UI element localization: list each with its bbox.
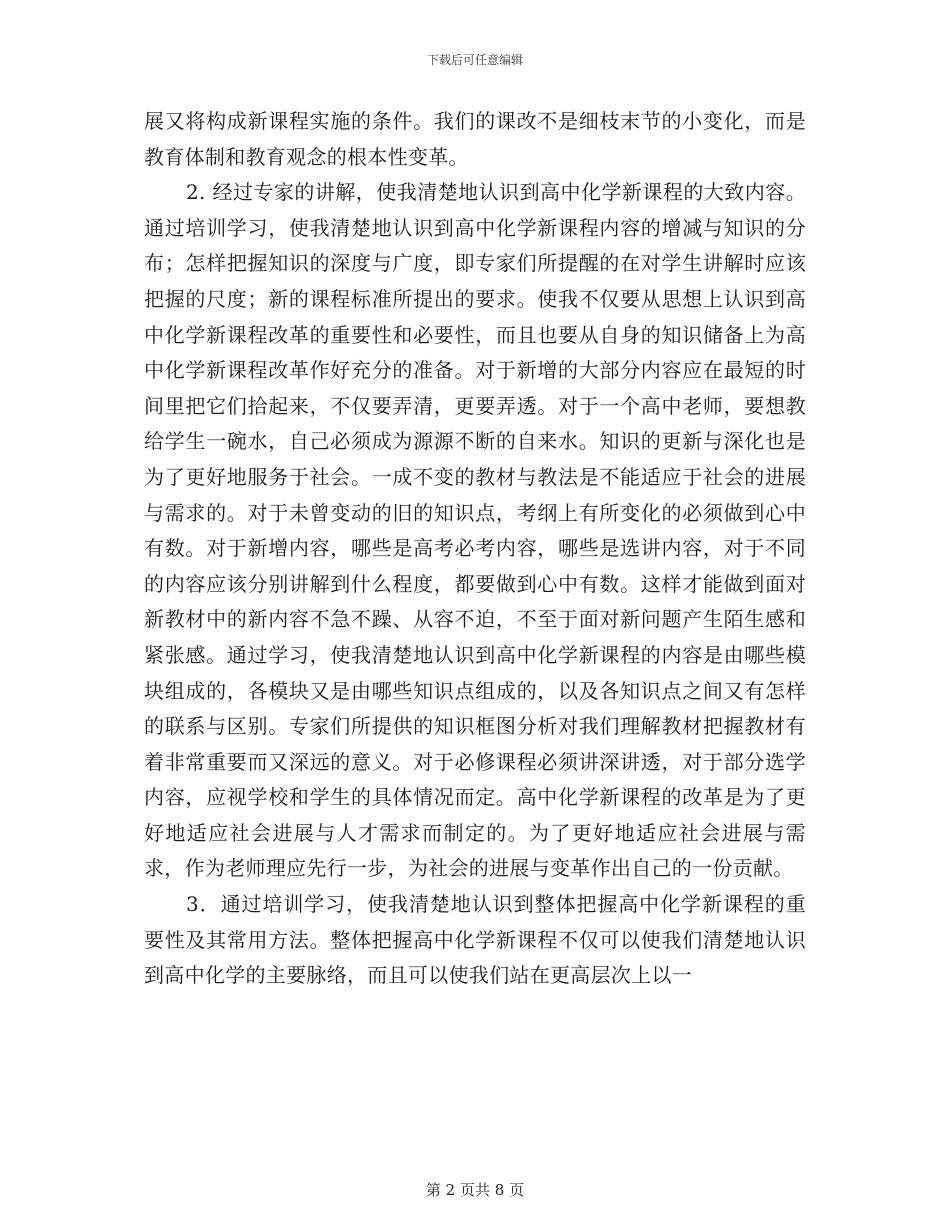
page-header: 下载后可任意编辑 [426, 53, 523, 67]
paragraph-point-2: 2. 经过专家的讲解，使我清楚地认识到高中化学新课程的大致内容。通过培训学习，使我清楚地认识到高中化学新课程内容的增减与知识的分布；怎样把握知识的深度与广度，即专家们所提醒的在对学生讲解时应该把握的尺度；新的课程标准所提出的要求。使我不仅要从思想上认识到高中化学新课程改革的重要性和必要性，而且也要从自身的知识储备上为高中化学新课程改革作好充分的准备。对于新增的大部分内容应在最短的时间里把它们拾起来，不仅要弄清，更要弄透。对于一个高中老师，要想教给学生一碗水，自己必须成为源源不断的自来水。知识的更新与深化也是为了更好地服务于社会。一成不变的教材与教法是不能适应于社会的进展与需求的。对于未曾变动的旧的知识点，考纲上有所变化的必须做到心中有数。对于新增内容，哪些是高考必考内容，哪些是选讲内容，对于不同的内容应该分别讲解到什么程度，都要做到心中有数。这样才能做到面对新教材中的新内容不急不躁、从容不迫，不至于面对新问题产生陌生感和紧张感。通过学习，使我清楚地认识到高中化学新课程的内容是由哪些模块组成的，各模块又是由哪些知识点组成的，以及各知识点之间又有怎样的联系与区别。专家们所提供的知识框图分析对我们理解教材把握教材有着非常重要而又深远的意义。对于必修课程必须讲深讲透，对于部分选学内容，应视学校和学生的具体情况而定。高中化学新课程的改革是为了更好地适应社会进展与人才需求而制定的。为了更好地适应社会进展与需求，作为老师理应先行一步，为社会的进展与变革作出自己的一份贡献。 [144, 180, 806, 881]
paragraph-point-3: 3．通过培训学习，使我清楚地认识到整体把握高中化学新课程的重要性及其常用方法。整体把握高中化学新课程不仅可以使我们清楚地认识到高中化学的主要脉络，而且可以使我们站在更高层次上以一 [144, 892, 806, 988]
page-number: 第 2 页共 8 页 [425, 1181, 525, 1199]
paragraph-continuation: 展又将构成新课程实施的条件。我们的课改不是细枝末节的小变化，而是教育体制和教育观念的根本性变革。 [144, 109, 806, 169]
document-body [144, 104, 806, 994]
